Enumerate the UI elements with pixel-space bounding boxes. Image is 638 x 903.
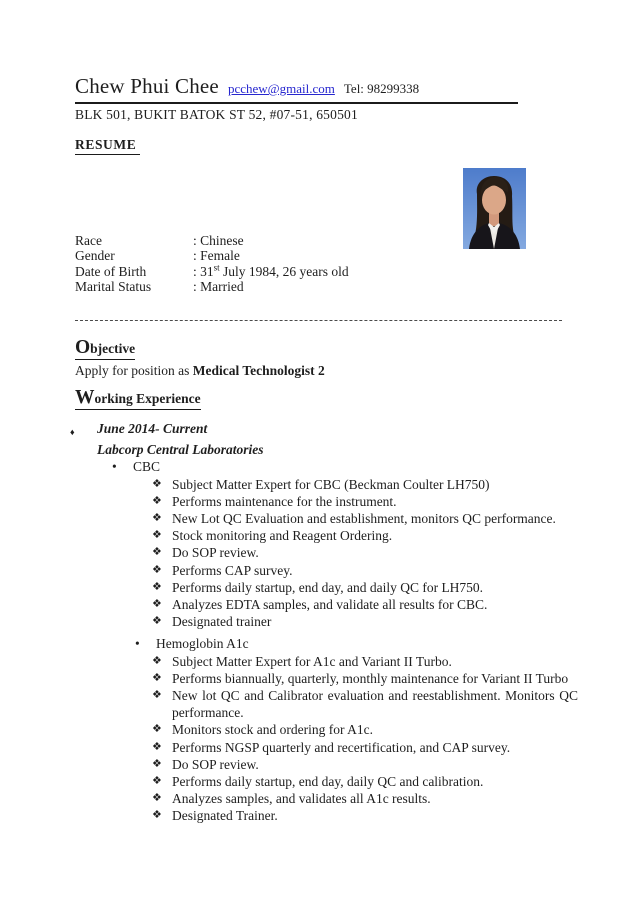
company-name: Labcorp Central Laboratories [97, 442, 264, 458]
task-bullet-icon: ❖ [152, 671, 162, 684]
task-bullet-icon: ❖ [152, 723, 162, 736]
task-bullet-icon: ❖ [152, 757, 162, 770]
experience-entry [70, 420, 578, 825]
task-text: Performs maintenance for the instrument. [172, 493, 397, 509]
task-text: Designated Trainer. [172, 808, 278, 824]
task-text: Analyzes samples, and validates all A1c results. [172, 791, 431, 807]
task-text: Subject Matter Expert for A1c and Variant II Turbo. [172, 653, 452, 669]
experience-period-row [70, 420, 578, 441]
race-value: : Chinese [193, 233, 244, 248]
task-item [152, 790, 578, 807]
employment-period: June 2014- Current [97, 421, 208, 436]
task-bullet-icon: ❖ [152, 563, 162, 576]
task-bullet-icon: ❖ [152, 654, 162, 667]
task-text: Performs NGSP quarterly and recertification, and CAP survey. [172, 739, 511, 755]
task-item [152, 739, 578, 756]
task-text: Designated trainer [172, 614, 272, 630]
detail-row-marital [75, 279, 578, 294]
task-item [152, 756, 578, 773]
working-experience-heading: Working Experience [75, 387, 201, 408]
task-item [152, 579, 578, 596]
objective-section [75, 338, 578, 379]
document-header [75, 74, 578, 155]
task-text: Do SOP review. [172, 756, 259, 772]
task-bullet-icon: ❖ [152, 615, 162, 628]
race-label: Race [75, 233, 102, 248]
task-item [152, 596, 578, 613]
task-bullet-icon: ❖ [152, 740, 162, 753]
task-bullet-icon: ❖ [152, 580, 162, 593]
phone-number: Tel: 98299338 [343, 81, 420, 96]
task-item [152, 613, 578, 630]
task-item [152, 773, 578, 790]
resume-heading: RESUME [75, 137, 140, 155]
task-item [152, 544, 578, 561]
task-item [152, 493, 578, 510]
duty-group-label: Hemoglobin A1c [156, 636, 249, 652]
gender-value: : Female [193, 248, 240, 264]
objective-heading: Objective [75, 337, 136, 358]
dob-value: : 31st July 1984, 26 years old [193, 262, 349, 279]
detail-row-race [75, 233, 578, 248]
duty-group-label: CBC [133, 459, 161, 475]
task-text: Performs CAP survey. [172, 562, 293, 578]
task-text: Performs daily startup, end day, daily QC and calibration. [172, 774, 484, 790]
task-text: Subject Matter Expert for CBC (Beckman Coulter LH750) [172, 476, 490, 492]
target-position: Medical Technologist 2 [192, 363, 325, 378]
duty-group-title-a1c [135, 635, 578, 652]
dob-label: Date of Birth [75, 263, 147, 279]
task-bullet-icon: ❖ [152, 512, 162, 525]
dot-bullet-icon: • [135, 636, 140, 652]
task-bullet-icon: ❖ [152, 546, 162, 559]
task-text: New Lot QC Evaluation and establishment, monitors QC performance. [172, 511, 556, 527]
task-item [152, 562, 578, 579]
task-item [152, 721, 578, 738]
email-link[interactable]: pcchew@gmail.com [227, 81, 335, 96]
task-bullet-icon: ❖ [152, 689, 162, 702]
working-experience-heading-wrap [75, 388, 201, 410]
personal-details [75, 233, 578, 294]
task-bullet-icon: ❖ [152, 775, 162, 788]
header-rule [75, 102, 518, 104]
header-line [75, 74, 578, 99]
duty-group-title-cbc [112, 458, 578, 475]
diamond-bullet-icon: ♦ [70, 427, 75, 437]
detail-row-dob [75, 264, 578, 279]
task-text: Analyzes EDTA samples, and validate all results for CBC. [172, 597, 488, 613]
dot-bullet-icon: • [112, 459, 117, 475]
task-item [152, 687, 578, 721]
task-text: Do SOP review. [172, 545, 259, 561]
task-bullet-icon: ❖ [152, 809, 162, 822]
task-item [152, 653, 578, 670]
task-bullet-icon: ❖ [152, 477, 162, 490]
applicant-name: Chew Phui Chee [75, 74, 219, 98]
task-item [152, 510, 578, 527]
task-text: Performs biannually, quarterly, monthly maintenance for Variant II Turbo [172, 670, 569, 686]
task-item [152, 476, 578, 493]
section-divider [75, 320, 562, 321]
task-bullet-icon: ❖ [152, 792, 162, 805]
task-bullet-icon: ❖ [152, 494, 162, 507]
marital-value: : Married [193, 278, 244, 294]
task-text: Performs daily startup, end day, and daily QC for LH750. [172, 579, 484, 595]
task-bullet-icon: ❖ [152, 598, 162, 611]
task-item [152, 670, 578, 687]
task-text: Monitors stock and ordering for A1c. [172, 722, 373, 738]
detail-row-gender [75, 248, 578, 263]
task-bullet-icon: ❖ [152, 529, 162, 542]
marital-label: Marital Status [75, 278, 152, 294]
address-line: BLK 501, BUKIT BATOK ST 52, #07-51, 650501 [75, 107, 358, 122]
task-item [152, 527, 578, 544]
task-text: Stock monitoring and Reagent Ordering. [172, 528, 393, 544]
gender-label: Gender [75, 248, 115, 264]
task-item [152, 807, 578, 824]
objective-body: Apply for position as Medical Technologist 2 [75, 363, 325, 378]
task-text: New lot QC and Calibrator evaluation and reestablishment. Monitors QC performance. [172, 688, 578, 721]
